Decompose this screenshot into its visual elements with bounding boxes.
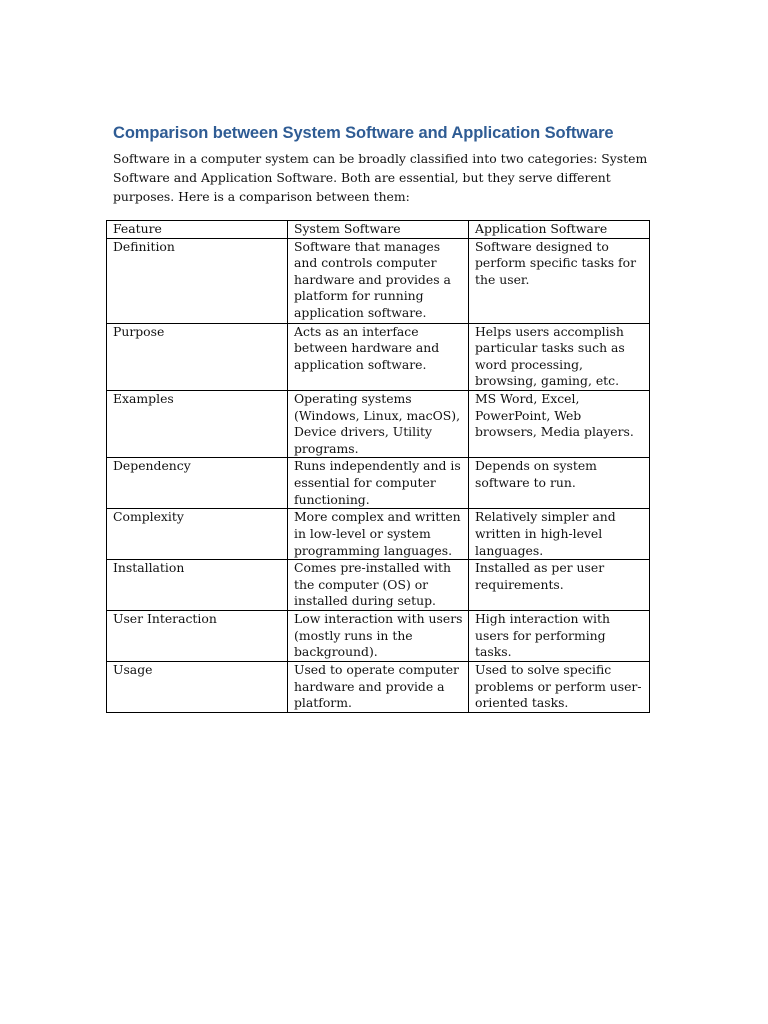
header-system-software: System Software: [288, 221, 469, 239]
row-application-cell: Installed as per user requirements.: [469, 560, 650, 611]
table-row: [107, 662, 650, 713]
row-feature-cell: Complexity: [107, 509, 288, 560]
row-application-cell: Software designed to perform specific tasks for the user.: [469, 238, 650, 323]
row-application-cell: High interaction with users for performing tasks.: [469, 611, 650, 662]
table-row: [107, 560, 650, 611]
row-application-cell: Helps users accomplish particular tasks such as word processing, browsing, gaming, etc.: [469, 323, 650, 390]
row-feature-cell: Usage: [107, 662, 288, 713]
row-application-cell: Used to solve specific problems or perform user-oriented tasks.: [469, 662, 650, 713]
header-feature: Feature: [107, 221, 288, 239]
row-system-cell: Operating systems (Windows, Linux, macOS), Device drivers, Utility programs.: [288, 390, 469, 457]
intro-paragraph: Software in a computer system can be broadly classified into two categories: System Software and Application Software. Both are essential, but they serve different purposes. Here is a comparison between them:: [113, 151, 648, 204]
header-application-software: Application Software: [469, 221, 650, 239]
row-application-cell: Depends on system software to run.: [469, 458, 650, 509]
row-system-cell: Comes pre-installed with the computer (OS) or installed during setup.: [288, 560, 469, 611]
row-system-cell: Software that manages and controls computer hardware and provides a platform for running application software.: [288, 238, 469, 323]
table-row: [107, 611, 650, 662]
row-feature-cell: Installation: [107, 560, 288, 611]
row-system-cell: Acts as an interface between hardware and application software.: [288, 323, 469, 390]
row-application-cell: Relatively simpler and written in high-level languages.: [469, 509, 650, 560]
row-feature-cell: Purpose: [107, 323, 288, 390]
row-feature-cell: Definition: [107, 238, 288, 323]
table-row: [107, 390, 650, 457]
row-system-cell: Low interaction with users (mostly runs in the background).: [288, 611, 469, 662]
row-feature-cell: Examples: [107, 390, 288, 457]
row-system-cell: More complex and written in low-level or system programming languages.: [288, 509, 469, 560]
table-header-row: [107, 221, 650, 239]
table-row: [107, 323, 650, 390]
table-row: [107, 238, 650, 323]
row-system-cell: Used to operate computer hardware and provide a platform.: [288, 662, 469, 713]
table-row: [107, 458, 650, 509]
document-title: Comparison between System Software and Application Software: [113, 124, 614, 142]
row-feature-cell: User Interaction: [107, 611, 288, 662]
row-system-cell: Runs independently and is essential for computer functioning.: [288, 458, 469, 509]
row-application-cell: MS Word, Excel, PowerPoint, Web browsers, Media players.: [469, 390, 650, 457]
row-feature-cell: Dependency: [107, 458, 288, 509]
table-row: [107, 509, 650, 560]
comparison-table: [106, 220, 650, 713]
